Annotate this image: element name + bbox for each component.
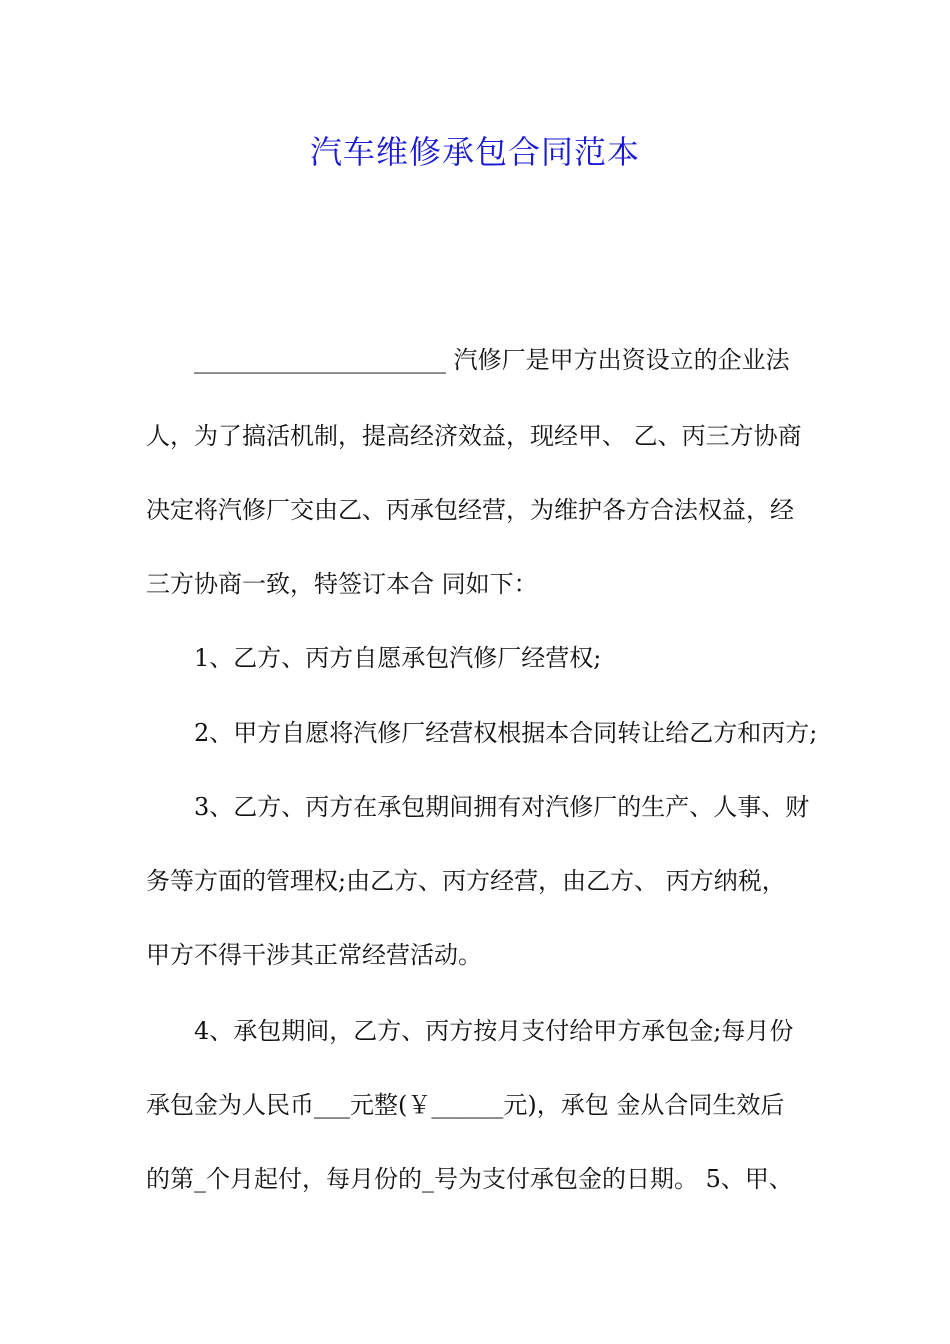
text-line: 4、承包期间，乙方、丙方按月支付给甲方承包金;每月份 — [146, 1017, 794, 1045]
text-line: 承包金为人民币___元整(￥______元)，承包 金从合同生效后 — [146, 1091, 785, 1119]
text-line: 甲方不得干涉其正常经营活动。 — [146, 941, 482, 969]
text-line: 务等方面的管理权;由乙方、丙方经营，由乙方、 丙方纳税， — [146, 867, 786, 895]
document-title: 汽车维修承包合同范本 — [309, 133, 640, 171]
text-line: 1、乙方、丙方自愿承包汽修厂经营权; — [146, 644, 602, 672]
text-line: 三方协商一致，特签订本合 同如下： — [146, 570, 538, 598]
text-line: 3、乙方、丙方在承包期间拥有对汽修厂的生产、人事、财 — [146, 793, 810, 821]
text-line: 的第_个月起付，每月份的_号为支付承包金的日期。 5、甲、 — [146, 1165, 793, 1193]
text-line: 人，为了搞活机制，提高经济效益，现经甲、 乙、丙三方协商 — [146, 422, 802, 450]
text-line: _____________________ 汽修厂是甲方出资设立的企业法 — [146, 346, 790, 374]
text-line: 决定将汽修厂交由乙、丙承包经营，为维护各方合法权益，经 — [146, 496, 794, 524]
text-line: 2、甲方自愿将汽修厂经营权根据本合同转让给乙方和丙方; — [146, 719, 818, 747]
